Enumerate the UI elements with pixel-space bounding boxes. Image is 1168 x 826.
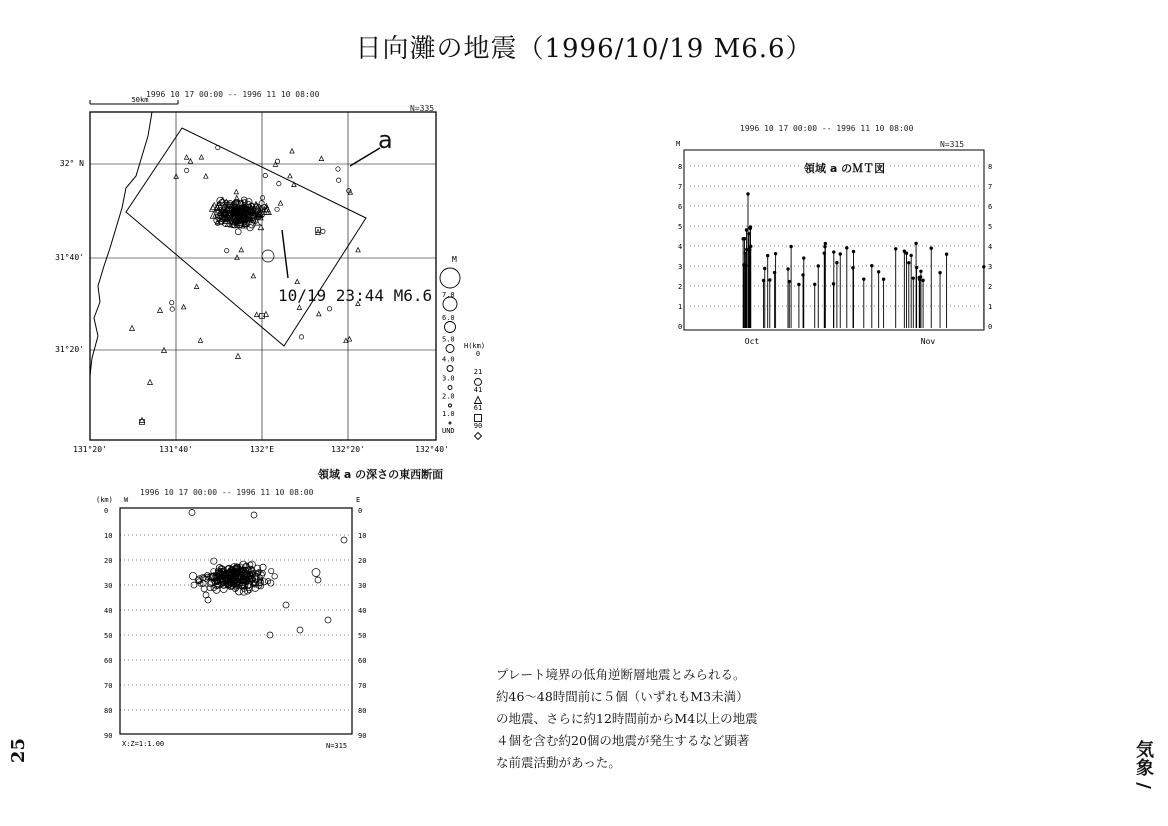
lon-label: 132°20' — [331, 445, 365, 454]
mt-ytick: 6 — [678, 203, 683, 211]
mt-event-top — [895, 248, 897, 250]
legend-mag-symbol — [449, 404, 452, 407]
epicenter — [336, 167, 340, 171]
epicenter — [184, 168, 188, 172]
epicenter — [204, 174, 208, 178]
lat-label: 31°20' — [55, 345, 84, 354]
legend-mag-label: 2.0 — [442, 392, 455, 401]
hypocenter — [251, 512, 257, 518]
mt-event-top — [814, 283, 816, 285]
mt-ytick: 0 — [678, 323, 683, 331]
section-count: N=315 — [326, 742, 348, 750]
mt-ytick: 8 — [678, 163, 683, 171]
section-ytick: 10 — [104, 532, 113, 540]
mt-event-top — [903, 250, 905, 252]
hypocenter — [211, 558, 217, 564]
legend-mag-label: 4.0 — [442, 355, 455, 364]
epicenter — [184, 155, 188, 159]
map-frame — [90, 112, 436, 440]
scale-bar — [90, 96, 178, 104]
mt-ytick: 7 — [678, 183, 683, 191]
section-ytick: 70 — [104, 682, 113, 690]
commentary — [496, 664, 806, 774]
hypocenter — [312, 569, 320, 577]
legend-depth-label: 41 — [473, 386, 483, 394]
mt-event-top — [817, 265, 819, 267]
section-east: E — [356, 496, 361, 504]
mt-event-top — [803, 257, 805, 259]
section-ytick: 50 — [358, 632, 367, 640]
hypocenter — [269, 568, 274, 573]
epicenter — [288, 174, 292, 178]
hypocenter — [315, 577, 321, 583]
section-ytick: 20 — [358, 557, 367, 565]
mt-label: 領域 a のＭＴ図 — [804, 162, 886, 175]
section-ytick: 60 — [104, 657, 113, 665]
mt-ytick: 2 — [678, 283, 683, 291]
epicenter — [235, 229, 241, 235]
epicenter — [140, 418, 145, 423]
hypocenter — [297, 627, 303, 633]
section-ytick: 90 — [358, 732, 367, 740]
mt-event-top — [852, 250, 854, 252]
commentary-line: の地震、さらに約12時間前からM4以上の地震 — [496, 711, 758, 726]
section-ytick: 30 — [358, 582, 367, 590]
legend-depth-symbol — [475, 379, 482, 386]
epicenter — [275, 159, 279, 163]
region-a-box — [126, 128, 366, 346]
epicenter — [236, 354, 241, 359]
legend-mag-label: 7.0 — [442, 291, 455, 299]
epicenter — [235, 255, 239, 259]
epicenter — [277, 181, 281, 185]
lat-label: 31°40' — [55, 253, 84, 262]
section-ratio: X:Z=1:1.00 — [122, 740, 165, 748]
mt-event-top — [787, 268, 789, 270]
epicenter — [297, 305, 301, 309]
hypocenter — [341, 537, 347, 543]
epicenter — [158, 308, 163, 313]
epicenter — [199, 155, 203, 159]
journal-mark: 気象 / — [1133, 740, 1154, 789]
mt-ytick: 2 — [988, 283, 993, 291]
mt-ytick: 3 — [678, 263, 683, 271]
legend-depth-label: 61 — [473, 404, 483, 412]
section-ytick: 10 — [358, 532, 367, 540]
mt-event-top — [983, 266, 985, 268]
mt-ytick: 3 — [988, 263, 993, 271]
section-ytick: 40 — [358, 607, 367, 615]
section-ytick: 60 — [358, 657, 367, 665]
legend-depth-symbol — [475, 415, 482, 422]
epicenter — [254, 312, 258, 316]
mt-ytick: 5 — [988, 223, 993, 231]
hypocenter — [201, 586, 207, 592]
hypocenter — [207, 581, 213, 587]
mt-event-top — [908, 262, 910, 264]
mt-event-top — [905, 252, 907, 254]
legend-mag-label: 1.0 — [442, 410, 455, 418]
mt-ytick: 1 — [988, 303, 993, 311]
section-ytick: 80 — [358, 707, 367, 715]
mt-event-top — [939, 272, 941, 274]
mt-event-top — [945, 253, 947, 255]
epicenter — [336, 178, 340, 182]
scale-label: 50km — [131, 96, 149, 104]
lon-label: 132°E — [249, 445, 275, 454]
legend-depth-symbol — [475, 397, 482, 404]
epicenter — [239, 247, 243, 251]
commentary-line: プレート境界の低角逆断層地震とみられる。 — [496, 667, 746, 682]
epicenter — [316, 230, 321, 235]
legend-depth-title: H(km) — [464, 342, 486, 350]
hypocenter — [189, 572, 196, 579]
section-ytick: 50 — [104, 632, 113, 640]
commentary-line: 約46～48時間前に５個（いずれもM3未満） — [496, 689, 749, 704]
epicenter — [260, 196, 264, 200]
epicenter — [290, 149, 294, 153]
section-unit: (km) — [96, 496, 113, 504]
mt-event-top — [769, 279, 771, 281]
hypocenter — [189, 510, 195, 516]
mt-event-top — [798, 283, 800, 285]
region-pointer — [350, 148, 380, 166]
mt-event-top — [877, 271, 879, 273]
epicenter — [327, 307, 331, 311]
mt-ytick: 0 — [988, 323, 993, 331]
epicenter — [278, 201, 282, 205]
mt-event-top — [846, 247, 848, 249]
mt-ytick: 4 — [988, 243, 993, 251]
epicenter — [181, 305, 185, 309]
lon-label: 131°40' — [159, 445, 193, 454]
page-title: 日向灘の地震（1996/10/19 M6.6） — [355, 34, 813, 64]
mainshock-pointer — [282, 230, 288, 278]
epicenter — [292, 182, 296, 186]
section-ytick: 40 — [104, 607, 113, 615]
legend-mag-symbol — [448, 386, 452, 390]
mt-period: 1996 10 17 00:00 -- 1996 11 10 08:00 — [740, 124, 914, 133]
hypocenter — [325, 617, 331, 623]
lat-label: 32° N — [59, 159, 84, 168]
legend-mag-symbol — [449, 422, 451, 424]
legend-mag-symbol — [440, 268, 460, 288]
mt-event-top — [871, 264, 873, 266]
legend-depth-label: 90 — [473, 422, 483, 430]
depth-section — [90, 494, 380, 756]
commentary-line: な前震活動があった。 — [496, 755, 621, 770]
hypocenter — [272, 574, 278, 580]
mainshock-epicenter — [262, 250, 274, 262]
epicenter — [170, 307, 174, 311]
legend-mag-symbol — [447, 366, 453, 372]
mt-event-top — [839, 253, 841, 255]
mt-event-top — [747, 193, 749, 195]
mt-event-top — [836, 261, 838, 263]
mt-ytick: 1 — [678, 303, 683, 311]
lon-label: 131°20' — [73, 445, 107, 454]
mt-event-top — [910, 254, 912, 256]
legend-depth-symbol — [475, 433, 482, 440]
epicenter — [321, 229, 325, 233]
legend-depth-label: 21 — [473, 368, 483, 376]
region-a-label: a — [378, 126, 393, 154]
epicenter — [295, 279, 299, 283]
mt-event-top — [824, 242, 826, 244]
mt-event-top — [912, 277, 914, 279]
section-west: W — [124, 496, 129, 504]
map-count: N=335 — [410, 104, 435, 113]
mt-event-top — [790, 245, 792, 247]
legend-mag-symbol — [446, 345, 454, 353]
section-caption: 領域 a の深さの東西断面 — [318, 468, 444, 481]
map-period: 1996 10 17 00:00 -- 1996 11 10 08:00 — [146, 90, 320, 99]
legend-mag-symbol — [445, 322, 456, 333]
mt-event-top — [915, 242, 917, 244]
epicenter — [275, 207, 279, 211]
section-ytick: 20 — [104, 557, 113, 565]
epicenter — [317, 311, 321, 315]
mt-event-top — [745, 229, 747, 231]
hypocenter — [201, 575, 206, 580]
mt-event-top — [749, 227, 751, 229]
legend-mag-label: UND — [442, 427, 455, 435]
lon-label: 132°40' — [415, 445, 449, 454]
epicenter — [319, 156, 323, 160]
section-ytick: 80 — [104, 707, 113, 715]
mt-count: N=315 — [940, 140, 965, 149]
epicenter — [251, 274, 255, 278]
legend-mag-label: 3.0 — [442, 374, 455, 383]
mt-ytick: 7 — [988, 183, 993, 191]
legend-mag-label: 5.0 — [442, 335, 455, 344]
mt-y-unit: M — [676, 140, 681, 148]
mt-event-top — [920, 270, 922, 272]
mt-event-top — [882, 278, 884, 280]
legend-mag-symbol — [443, 297, 457, 311]
epicenter-map — [40, 96, 483, 456]
mt-xlabel: Nov — [920, 337, 936, 346]
epicenter — [148, 380, 153, 385]
epicenter — [356, 248, 360, 252]
epicenter — [263, 173, 267, 177]
mt-event-top — [764, 267, 766, 269]
mt-event-top — [833, 251, 835, 253]
section-frame — [120, 508, 352, 734]
section-ytick: 0 — [104, 507, 109, 515]
legend — [436, 252, 496, 452]
section-ytick: 0 — [358, 507, 363, 515]
hypocenter — [283, 602, 289, 608]
section-ytick: 30 — [104, 582, 113, 590]
mt-ytick: 6 — [988, 203, 993, 211]
legend-title: M — [452, 255, 457, 264]
epicenter — [234, 189, 238, 193]
mt-event-top — [743, 238, 745, 240]
mt-event-top — [918, 276, 920, 278]
mt-ytick: 5 — [678, 223, 683, 231]
mt-event-top — [930, 247, 932, 249]
section-period: 1996 10 17 00:00 -- 1996 11 10 08:00 — [140, 488, 314, 497]
commentary-line: ４個を含む約20個の地震が発生するなど顕著 — [496, 733, 750, 748]
epicenter — [299, 335, 303, 339]
mt-event-top — [774, 252, 776, 254]
mt-xlabel: Oct — [744, 337, 760, 346]
mt-event-top — [762, 279, 764, 281]
section-ytick: 90 — [104, 732, 113, 740]
section-ytick: 70 — [358, 682, 367, 690]
coastline — [90, 112, 152, 376]
epicenter — [130, 326, 135, 331]
mt-event-top — [767, 254, 769, 256]
legend-mag-label: 6.0 — [442, 314, 455, 322]
mainshock-label: 10/19 23:44 M6.6 — [278, 286, 433, 305]
page-number: 25 — [8, 738, 29, 764]
epicenter — [198, 338, 202, 342]
mt-event-top — [922, 279, 924, 281]
hypocenter — [203, 592, 209, 598]
mt-event-top — [863, 278, 865, 280]
epicenter — [194, 284, 198, 288]
mt-ytick: 8 — [988, 163, 993, 171]
mt-ytick: 4 — [678, 243, 683, 251]
legend-depth-label: 0 — [475, 350, 481, 358]
epicenter — [224, 248, 228, 252]
epicenter — [169, 300, 173, 304]
